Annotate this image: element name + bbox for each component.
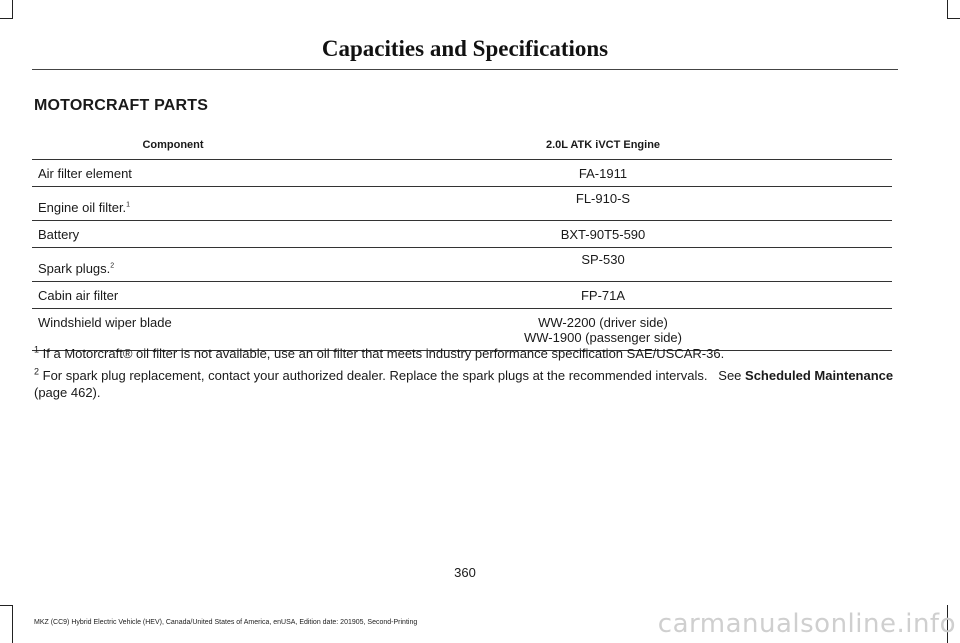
footnote-number: 2 bbox=[34, 366, 40, 377]
part-number: FL-910-S bbox=[575, 191, 631, 206]
table-row bbox=[32, 160, 892, 187]
part-number-cell bbox=[314, 187, 892, 221]
component-cell bbox=[32, 282, 314, 309]
component-name: Air filter element bbox=[38, 166, 132, 181]
component-name: Cabin air filter bbox=[38, 288, 119, 303]
part-number-cell bbox=[314, 248, 892, 282]
footnote-ref: 2 bbox=[110, 262, 115, 270]
motorcraft-parts-table bbox=[32, 131, 892, 351]
crop-mark-bottom-left-vertical bbox=[12, 605, 13, 643]
table-row bbox=[32, 248, 892, 282]
part-number-cell bbox=[314, 160, 892, 187]
footnotes bbox=[34, 345, 894, 406]
part-number: WW-2200 (driver side) bbox=[538, 315, 668, 330]
watermark: carmanualsonline.info bbox=[657, 609, 956, 639]
crop-mark-top-left-vertical bbox=[12, 0, 13, 18]
column-header-engine: 2.0L ATK iVCT Engine bbox=[314, 131, 892, 160]
column-header-component: Component bbox=[32, 131, 314, 160]
footnote bbox=[34, 367, 894, 401]
part-number: BXT-90T5-590 bbox=[560, 227, 646, 242]
component-name: Engine oil filter. bbox=[38, 200, 127, 215]
crop-mark-top-left-horizontal bbox=[0, 18, 13, 19]
footnote-page-ref: (page 462). bbox=[34, 385, 101, 400]
crop-mark-top-right-vertical bbox=[947, 0, 948, 18]
table-row bbox=[32, 282, 892, 309]
part-number-secondary: WW-1900 (passenger side) bbox=[524, 330, 682, 345]
component-cell bbox=[32, 221, 314, 248]
crop-mark-bottom-left-horizontal bbox=[0, 605, 13, 606]
part-number: FP-71A bbox=[580, 288, 626, 303]
footnote-text: For spark plug replacement, contact your authorized dealer. Replace the spark plugs at the recommended intervals. See bbox=[42, 368, 746, 383]
page-title: Capacities and Specifications bbox=[321, 36, 609, 61]
part-number-cell bbox=[314, 221, 892, 248]
component-cell bbox=[32, 248, 314, 282]
table-header-row bbox=[32, 131, 892, 160]
part-number-cell bbox=[314, 282, 892, 309]
footnote bbox=[34, 345, 894, 362]
component-cell bbox=[32, 187, 314, 221]
footnote-text: If a Motorcraft® oil filter is not available, use an oil filter that meets industry performance specification SAE/USCAR-36. bbox=[42, 346, 725, 361]
component-cell bbox=[32, 160, 314, 187]
part-number: SP-530 bbox=[581, 252, 625, 267]
footnote-number: 1 bbox=[34, 344, 40, 355]
section-heading: MOTORCRAFT PARTS bbox=[34, 97, 209, 114]
page-number: 360 bbox=[454, 565, 476, 580]
footnote-ref: 1 bbox=[126, 201, 131, 209]
scheduled-maintenance-link[interactable]: Scheduled Maintenance bbox=[745, 368, 894, 383]
table-row bbox=[32, 221, 892, 248]
footer-edition-text: MKZ (CC9) Hybrid Electric Vehicle (HEV), Canada/United States of America, enUSA, Edition date: 201905, Second-Printing bbox=[34, 619, 418, 626]
part-number: FA-1911 bbox=[578, 166, 628, 181]
component-name: Windshield wiper blade bbox=[38, 315, 172, 330]
crop-mark-top-right-horizontal bbox=[947, 18, 960, 19]
component-name: Battery bbox=[38, 227, 80, 242]
table-row bbox=[32, 187, 892, 221]
title-rule bbox=[32, 69, 898, 70]
component-name: Spark plugs. bbox=[38, 261, 111, 276]
